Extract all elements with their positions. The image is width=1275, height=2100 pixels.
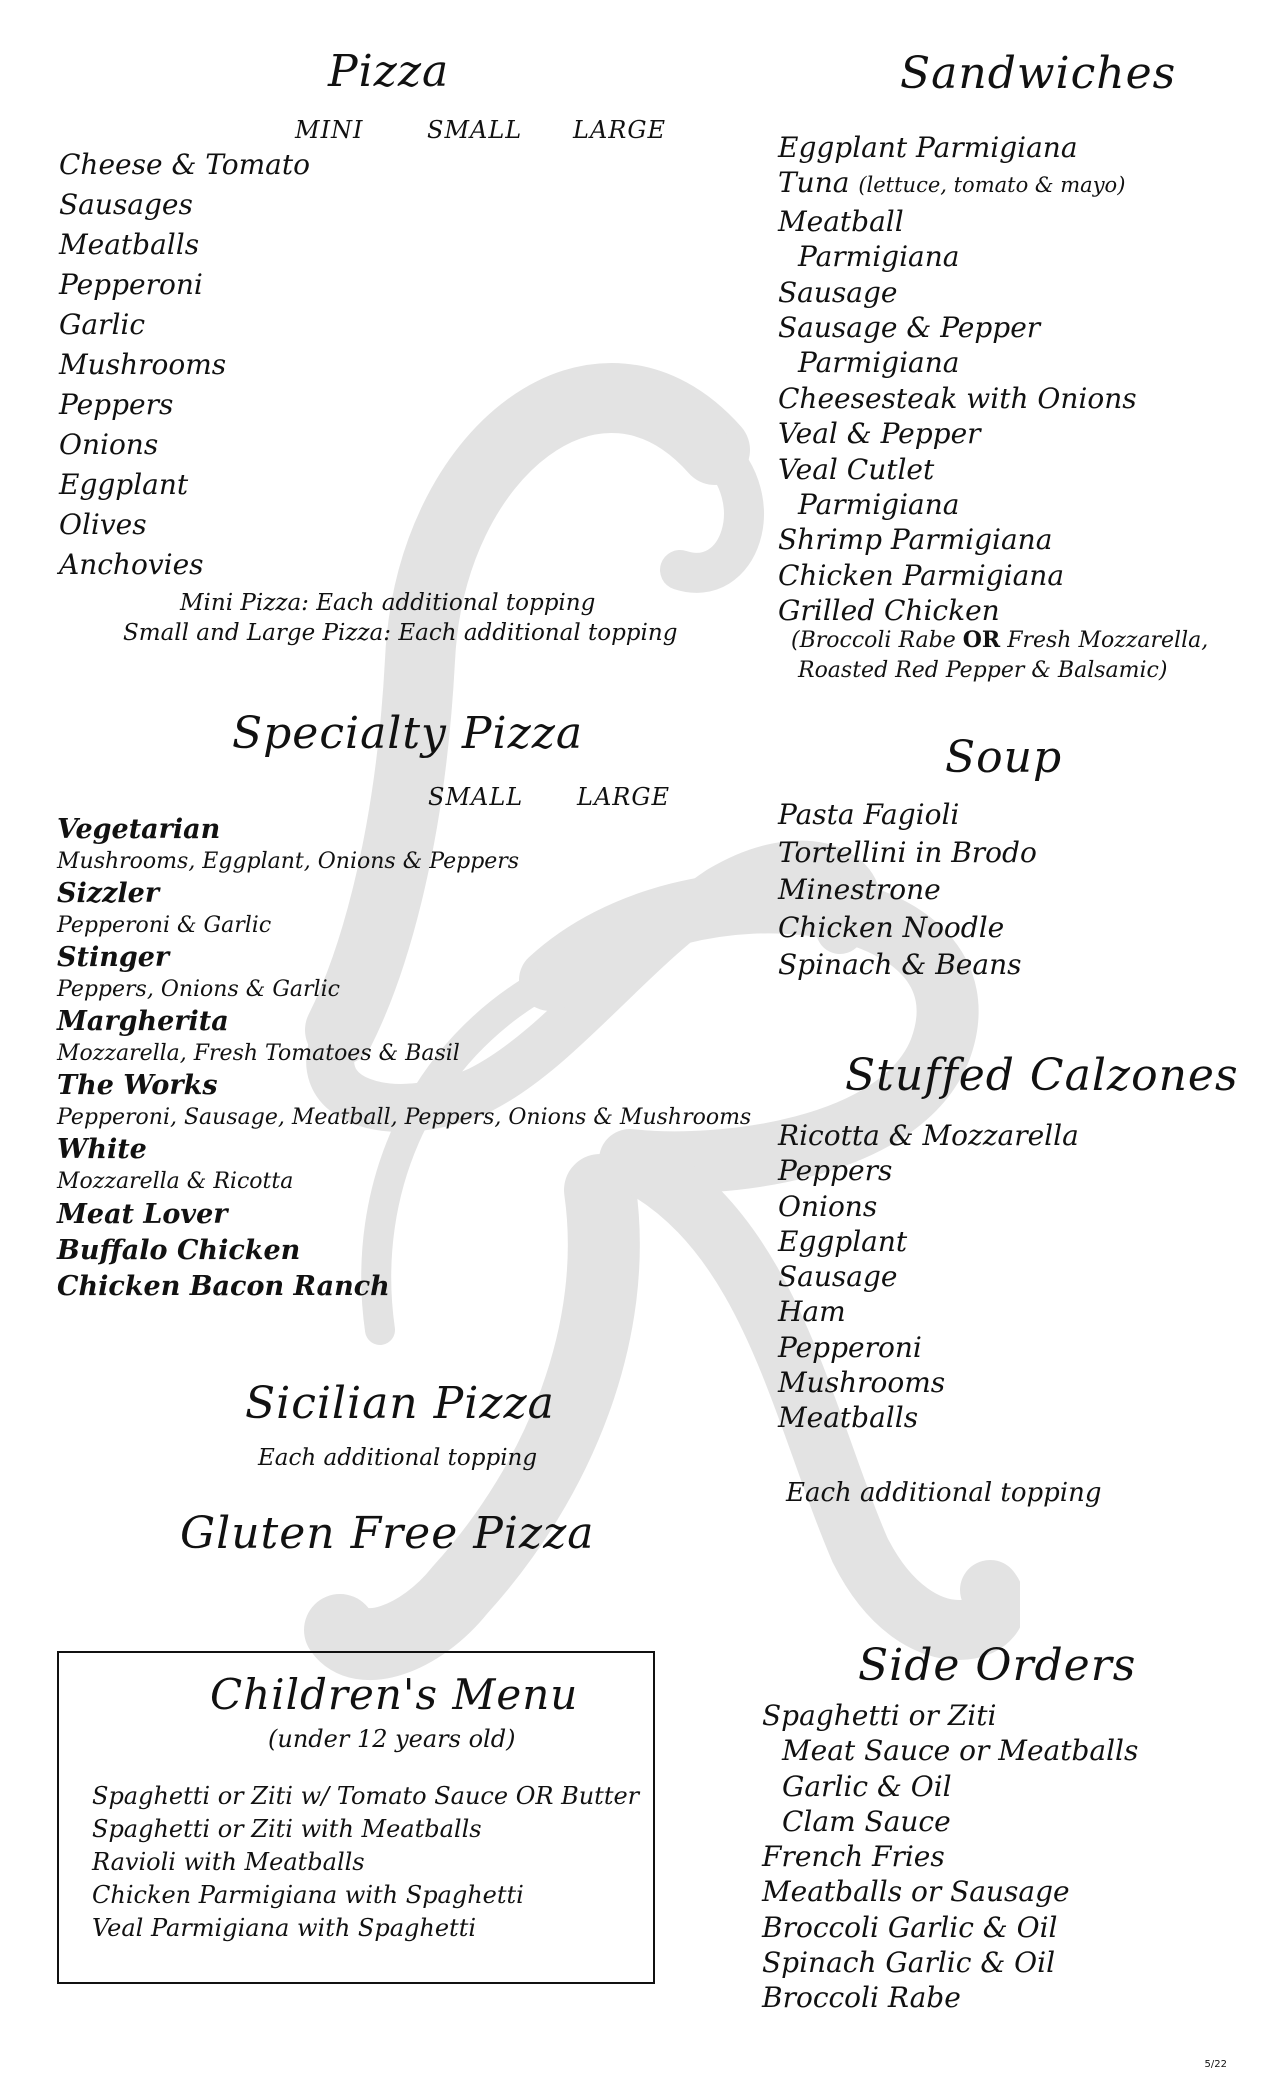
page-code: 5/22 <box>1204 2059 1227 2070</box>
sandwiches-list <box>778 130 1137 629</box>
side-orders-list <box>762 1698 1138 2016</box>
list-item: Parmigiana <box>798 346 960 380</box>
specialty-item-desc: Mozzarella, Fresh Tomatoes & Basil <box>57 1041 460 1066</box>
side-orders-title: Side Orders <box>858 1640 1137 1691</box>
list-item: Sausage <box>778 275 898 309</box>
size-large-label: LARGE <box>577 783 671 811</box>
specialty-item-desc: Mushrooms, Eggplant, Onions & Peppers <box>57 849 520 874</box>
pizza-topping-list <box>59 145 310 585</box>
list-item: Meatballs or Sausage <box>762 1875 1070 1909</box>
list-item: Onions <box>59 428 159 461</box>
specialty-item-name: Stinger <box>57 942 170 973</box>
list-item: Chicken Parmigiana <box>778 558 1065 592</box>
sandwich-name: Tuna <box>778 166 850 200</box>
list-item: Broccoli Garlic & Oil <box>762 1910 1058 1944</box>
list-item: Chicken Parmigiana with Spaghetti <box>92 1881 524 1909</box>
list-item: Cheesesteak with Onions <box>778 381 1137 415</box>
list-item: Meat Sauce or Meatballs <box>782 1734 1139 1768</box>
list-item: Meatball <box>778 204 904 238</box>
grilled-chicken-note-line-2: Roasted Red Pepper & Balsamic) <box>798 658 1168 683</box>
specialty-item-name: White <box>57 1134 147 1165</box>
calzone-topping-note: Each additional topping <box>786 1478 1102 1508</box>
list-item: Spaghetti or Ziti <box>762 1699 997 1732</box>
list-item: Clam Sauce <box>782 1804 951 1838</box>
list-item: Eggplant <box>778 1224 908 1258</box>
list-item: Pepperoni <box>59 268 203 301</box>
list-item: French Fries <box>762 1840 945 1874</box>
list-item: Pepperoni <box>778 1330 922 1364</box>
pizza-size-header <box>0 116 700 146</box>
small-large-topping-note: Small and Large Pizza: Each additional topping <box>123 620 678 646</box>
childrens-menu-list <box>92 1780 639 1945</box>
list-item: Onions <box>778 1189 878 1223</box>
soup-list <box>778 796 1037 984</box>
list-item: Spaghetti or Ziti with Meatballs <box>92 1815 482 1843</box>
list-item: Spinach Garlic & Oil <box>762 1946 1056 1980</box>
sandwiches-title: Sandwiches <box>900 48 1177 99</box>
list-item: Garlic & Oil <box>782 1769 952 1803</box>
list-item: Minestrone <box>778 873 941 907</box>
list-item: Peppers <box>778 1154 893 1188</box>
list-item: Garlic <box>59 308 146 341</box>
list-item: Parmigiana <box>798 240 960 274</box>
specialty-item-name: The Works <box>57 1070 218 1101</box>
specialty-item-name: Buffalo Chicken <box>57 1235 301 1266</box>
soup-title: Soup <box>945 732 1063 783</box>
list-item: Grilled Chicken <box>778 594 1000 628</box>
sicilian-pizza-title: Sicilian Pizza <box>245 1378 555 1429</box>
list-item: Sausage & Pepper <box>778 311 1041 345</box>
grilled-note-text: (Broccoli Rabe <box>791 628 963 653</box>
list-item: Ricotta & Mozzarella <box>778 1119 1079 1152</box>
list-item <box>778 165 1137 203</box>
gluten-free-pizza-title: Gluten Free Pizza <box>180 1508 595 1559</box>
childrens-menu-title: Children's Menu <box>210 1670 579 1719</box>
specialty-item-name: Vegetarian <box>57 814 221 845</box>
list-item: Cheese & Tomato <box>59 148 310 181</box>
specialty-item-name: Chicken Bacon Ranch <box>57 1271 390 1302</box>
list-item: Anchovies <box>59 548 204 581</box>
list-item: Veal Parmigiana with Spaghetti <box>92 1914 477 1942</box>
sicilian-topping-note: Each additional topping <box>258 1445 538 1471</box>
list-item: Parmigiana <box>798 488 960 522</box>
list-item: Veal & Pepper <box>778 417 981 451</box>
list-item: Veal Cutlet <box>778 452 935 486</box>
sandwich-detail: (lettuce, tomato & mayo) <box>858 173 1126 198</box>
specialty-item-desc: Pepperoni, Sausage, Meatball, Peppers, Onions & Mushrooms <box>57 1105 752 1130</box>
specialty-pizza-list <box>57 813 751 1305</box>
list-item: Ham <box>778 1295 846 1329</box>
list-item: Spinach & Beans <box>778 948 1022 982</box>
specialty-item-desc: Peppers, Onions & Garlic <box>57 977 340 1002</box>
list-item: Shrimp Parmigiana <box>778 523 1053 557</box>
specialty-item-desc: Mozzarella & Ricotta <box>57 1169 294 1194</box>
list-item: Chicken Noodle <box>778 910 1005 944</box>
list-item: Sausage <box>778 1260 898 1294</box>
size-large-label: LARGE <box>573 116 667 144</box>
list-item: Meatballs <box>59 228 200 261</box>
grilled-chicken-note-line-1 <box>791 627 1208 653</box>
list-item: Peppers <box>59 388 174 421</box>
list-item: Eggplant <box>59 468 189 501</box>
specialty-item-name: Meat Lover <box>57 1199 228 1230</box>
list-item: Mushrooms <box>778 1366 946 1400</box>
pizza-title: Pizza <box>328 46 450 97</box>
specialty-item-name: Sizzler <box>57 878 160 909</box>
size-small-label: SMALL <box>427 116 523 144</box>
list-item: Spaghetti or Ziti w/ Tomato Sauce OR Butter <box>92 1782 640 1810</box>
list-item: Sausages <box>59 188 193 221</box>
list-item: Meatballs <box>778 1401 919 1435</box>
size-mini-label: MINI <box>295 116 364 144</box>
specialty-size-header <box>0 783 700 813</box>
calzones-list <box>778 1118 1079 1436</box>
list-item: Mushrooms <box>59 348 227 381</box>
specialty-item-desc: Pepperoni & Garlic <box>57 913 272 938</box>
list-item: Broccoli Rabe <box>762 1981 961 2015</box>
mini-topping-note: Mini Pizza: Each additional topping <box>180 590 596 616</box>
childrens-menu-subtitle: (under 12 years old) <box>268 1725 516 1753</box>
list-item: Olives <box>59 508 147 541</box>
grilled-note-or: OR <box>962 627 1001 653</box>
grilled-note-text: Fresh Mozzarella, <box>1000 628 1209 653</box>
stuffed-calzones-title: Stuffed Calzones <box>845 1050 1239 1101</box>
specialty-pizza-title: Specialty Pizza <box>232 708 584 759</box>
list-item: Eggplant Parmigiana <box>778 131 1078 164</box>
list-item: Pasta Fagioli <box>778 798 960 831</box>
list-item: Tortellini in Brodo <box>778 835 1037 869</box>
specialty-item-name: Margherita <box>57 1006 229 1037</box>
size-small-label: SMALL <box>428 783 524 811</box>
list-item: Ravioli with Meatballs <box>92 1848 365 1876</box>
